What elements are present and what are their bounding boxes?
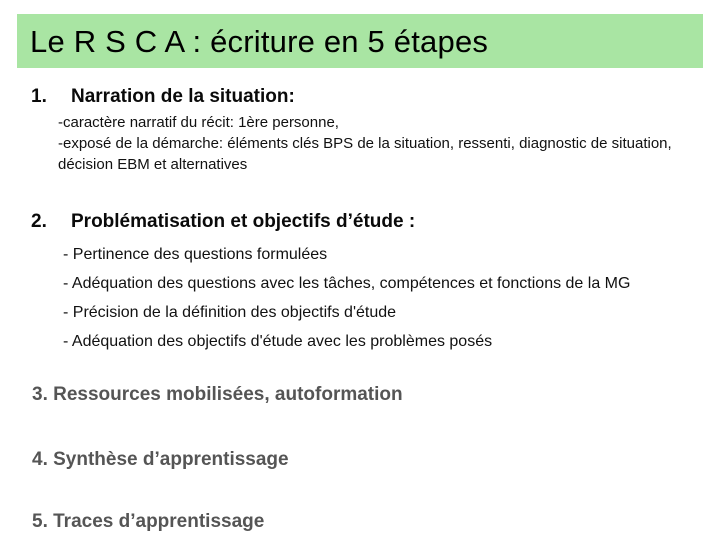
step-ressources: 3. Ressources mobilisées, autoformation	[32, 384, 403, 405]
section-heading-narration	[31, 86, 295, 108]
detail-line: -exposé de la démarche: éléments clés BPS de la situation, ressenti, diagnostic de situation, décision EBM et alternatives	[58, 135, 672, 173]
section-title: Narration de la situation:	[71, 86, 295, 107]
section-title: Problématisation et objectifs d’étude :	[71, 211, 416, 232]
section-number: 1.	[31, 86, 47, 107]
section-heading-problematisation	[31, 211, 415, 233]
detail-line: -caractère narratif du récit: 1ère personne,	[58, 114, 339, 131]
title-banner	[17, 14, 703, 68]
detail-line: - Précision de la définition des objectifs d'étude	[63, 304, 397, 321]
step-synthese: 4. Synthèse d’apprentissage	[32, 449, 289, 470]
section-number: 2.	[31, 211, 47, 232]
narration-details	[58, 112, 710, 175]
problematisation-details	[63, 240, 713, 356]
detail-line: - Pertinence des questions formulées	[63, 246, 328, 263]
detail-line: - Adéquation des questions avec les tâches, compétences et fonctions de la MG	[63, 275, 631, 292]
detail-line: - Adéquation des objectifs d'étude avec les problèmes posés	[63, 333, 493, 350]
page-title: Le R S C A : écriture en 5 étapes	[30, 23, 489, 59]
step-traces: 5. Traces d’apprentissage	[32, 511, 265, 532]
